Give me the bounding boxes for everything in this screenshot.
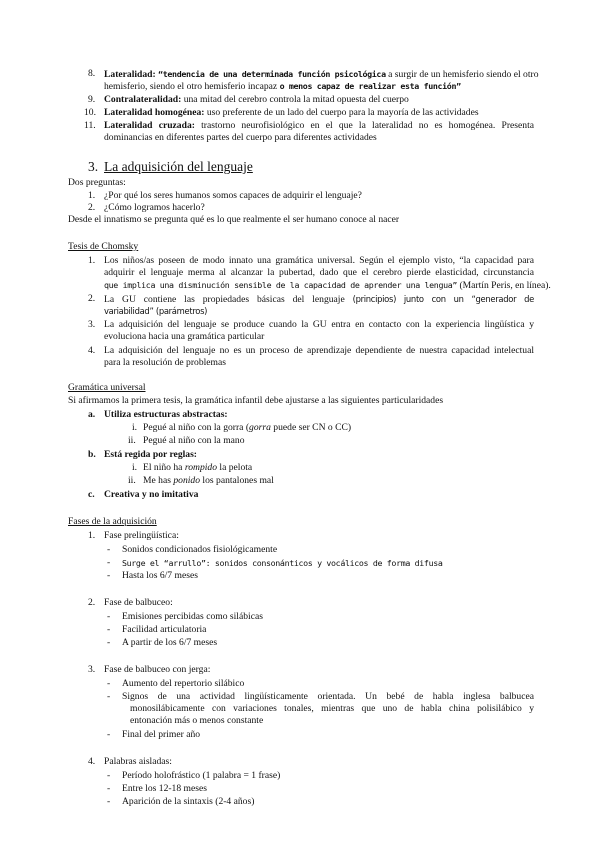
tesis-1-line2: adquirir el lenguaje merma al alcanzar la pubertad, dado que el cerebro pierde elasticidad, circunstancia: [104, 267, 534, 278]
ejemplo-italic: rompido: [184, 462, 218, 473]
term-lateralidad-cruzada: Lateralidad cruzada:: [104, 120, 195, 131]
lat-item-8-line2: [104, 80, 461, 93]
chomsky-heading: Tesis de Chomsky: [68, 241, 139, 252]
fase-2-title: Fase de balbuceo:: [104, 597, 173, 608]
list-number: 1.: [88, 255, 96, 266]
tesis-4-line2: para la resolución de problemas: [104, 357, 227, 368]
roman-numeral: ii.: [128, 475, 136, 486]
dash-bullet: -: [107, 544, 111, 555]
fase-4-title: Palabras aisladas:: [104, 756, 172, 767]
lat-item-10: [104, 107, 479, 119]
ejemplo-text: puede ser CN o CC): [270, 422, 352, 433]
ejemplo-text: los pantalones mal: [200, 475, 274, 486]
fase-3-item: Aumento del repertorio silábico: [122, 678, 245, 689]
list-number: 1.: [88, 190, 96, 201]
dash-bullet: -: [107, 783, 111, 794]
dash-bullet: -: [107, 691, 111, 702]
tesis-4-line1: La adquisición del lenguaje no es un proceso de aprendizaje dependiente de nuestra capacidad intelectual: [104, 345, 534, 356]
dash-bullet: -: [107, 770, 111, 781]
term-lateralidad: Lateralidad:: [104, 69, 156, 80]
fase-4-item: Entre los 12-18 meses: [122, 783, 207, 794]
fase-1-item: Sonidos condicionados fisiológicamente: [122, 544, 278, 555]
list-number: 1.: [88, 530, 96, 541]
fase-4-item: Aparición de la sintaxis (2-4 años): [122, 796, 255, 807]
list-number: 2.: [88, 202, 96, 213]
lat-item-10-text: uso preferente de un lado del cuerpo para la mayoría de las actividades: [206, 107, 479, 118]
fase-2-item: Facilidad articulatoria: [122, 624, 207, 635]
term-contralateralidad: Contralateralidad:: [104, 94, 182, 105]
list-letter: b.: [88, 449, 96, 460]
innatismo-text: Desde el innatismo se pregunta qué es lo que realmente el ser humano conoce al nacer: [68, 214, 400, 225]
dash-bullet: -: [107, 570, 111, 581]
list-number: 9.: [88, 94, 96, 105]
list-number: 3.: [88, 319, 96, 330]
list-number: 2.: [88, 293, 96, 304]
dash-bullet: -: [107, 557, 111, 568]
handwritten-quote-end: o menos capaz de realizar esta función”: [279, 81, 461, 91]
handwritten-text: (principios) junto con un “generador de: [352, 294, 534, 304]
section-title: La adquisición del lenguaje: [104, 159, 253, 174]
ejemplo-b-ii: [143, 475, 274, 487]
handwritten-quote: que implica una disminución sensible de la capacidad de aprender una lengua”: [104, 280, 458, 290]
tesis-1-line1: Los niños/as poseen de modo innato una gramática universal. Según el ejemplo visto, “la capacidad para: [104, 255, 534, 266]
fase-1-item-handwritten: Surge el “arrullo”: sonidos consonánticos y vocálicos de forma difusa: [122, 558, 443, 568]
fase-3-item: Final del primer año: [122, 729, 201, 740]
fase-3-title: Fase de balbuceo con jerga:: [104, 664, 211, 675]
preguntas-intro: Dos preguntas:: [68, 177, 126, 188]
dash-bullet: -: [107, 729, 111, 740]
dash-bullet: -: [107, 678, 111, 689]
term-lateralidad-homogenea: Lateralidad homogénea:: [104, 107, 205, 118]
lat-item-11-line1: [104, 120, 534, 132]
list-letter: a.: [88, 409, 96, 420]
dash-bullet: -: [107, 624, 111, 635]
list-letter: c.: [88, 489, 95, 500]
ejemplo-b-i: [143, 462, 252, 474]
ejemplo-a-i: [143, 422, 351, 434]
tesis-3-line2: evoluciona hacia una gramática particular: [104, 331, 265, 342]
ejemplo-text: Pegué al niño con la gorra (: [143, 422, 250, 433]
ejemplo-italic: gorra: [249, 422, 271, 433]
dash-bullet: -: [107, 796, 111, 807]
gramatica-heading: Gramática universal: [68, 382, 146, 393]
tesis-1-line3: [104, 279, 551, 292]
ejemplo-text: Me has: [143, 475, 174, 486]
lat-item-8-line2-text: hemisferio, siendo el otro hemisferio incapaz: [104, 81, 278, 92]
tesis-1-citation: (Martín Peris, en línea).: [459, 280, 551, 291]
ejemplo-text: la pelota: [217, 462, 253, 473]
pregunta-1: ¿Por qué los seres humanos somos capaces de adquirir el lenguaje?: [104, 190, 362, 201]
fase-3-item-line3: entonación más o menos constante: [130, 715, 264, 726]
particularidad-c: Creativa y no imitativa: [104, 489, 199, 500]
fase-4-item: Período holofrástico (1 palabra = 1 frase): [122, 770, 281, 781]
fase-1-item: Hasta los 6/7 meses: [122, 570, 198, 581]
list-number: 11.: [84, 120, 96, 131]
handwritten-quote: “tendencia de una determinada función psicológica: [158, 69, 386, 79]
ejemplo-text: El niño ha: [143, 462, 185, 473]
fase-3-item-line1: Signos de una actividad lingüísticamente orientada. Un bebé de habla inglesa balbucea: [122, 691, 534, 702]
tesis-2-text: La GU contiene las propiedades básicas del lenguaje: [104, 294, 345, 305]
pregunta-2: ¿Cómo logramos hacerlo?: [104, 202, 205, 213]
tesis-2-line2: variabilidad” (parámetros): [104, 306, 208, 316]
section-number: 3.: [88, 159, 99, 174]
roman-numeral: i.: [132, 422, 138, 433]
dash-bullet: -: [107, 611, 111, 622]
list-number: 4.: [88, 756, 96, 767]
list-number: 8.: [88, 68, 96, 79]
tesis-3-line1: La adquisición del lenguaje se produce cuando la GU entra en contacto con la experiencia lingüística y: [104, 319, 534, 330]
dash-bullet: -: [107, 637, 111, 648]
fases-heading: Fases de la adquisición: [68, 516, 157, 527]
lat-item-11-text1: trastorno neurofisiológico en el que la lateralidad no es homogénea. Presenta: [201, 120, 534, 131]
fase-2-item: A partir de los 6/7 meses: [122, 637, 218, 648]
lat-item-9: [104, 94, 409, 106]
ejemplo-a-ii: Pegué al niño con la mano: [143, 435, 245, 446]
lat-item-11-line2: dominancias en diferentes partes del cuerpo para diferentes actividades: [104, 132, 377, 143]
fase-2-item: Emisiones percibidas como silábicas: [122, 611, 263, 622]
ejemplo-italic: ponido: [173, 475, 201, 486]
list-number: 2.: [88, 597, 96, 608]
list-number: 10.: [84, 107, 96, 118]
list-number: 3.: [88, 664, 96, 675]
roman-numeral: ii.: [128, 435, 136, 446]
fase-3-item-line2: monosilábicamente con variaciones tonales, mientras que uno de habla china polisilábico y: [130, 703, 534, 714]
fase-1-title: Fase prelingüística:: [104, 530, 179, 541]
roman-numeral: i.: [132, 462, 138, 473]
lat-item-8-rest: a surgir de un hemisferio siendo el otro: [388, 69, 539, 80]
list-number: 4.: [88, 345, 96, 356]
gramatica-intro: Si afirmamos la primera tesis, la gramática infantil debe ajustarse a las siguientes particularidades: [68, 395, 444, 406]
lat-item-9-text: una mitad del cerebro controla la mitad opuesta del cuerpo: [183, 94, 409, 105]
particularidad-b: Está regida por reglas:: [104, 449, 198, 460]
particularidad-a: Utiliza estructuras abstractas:: [104, 409, 228, 420]
